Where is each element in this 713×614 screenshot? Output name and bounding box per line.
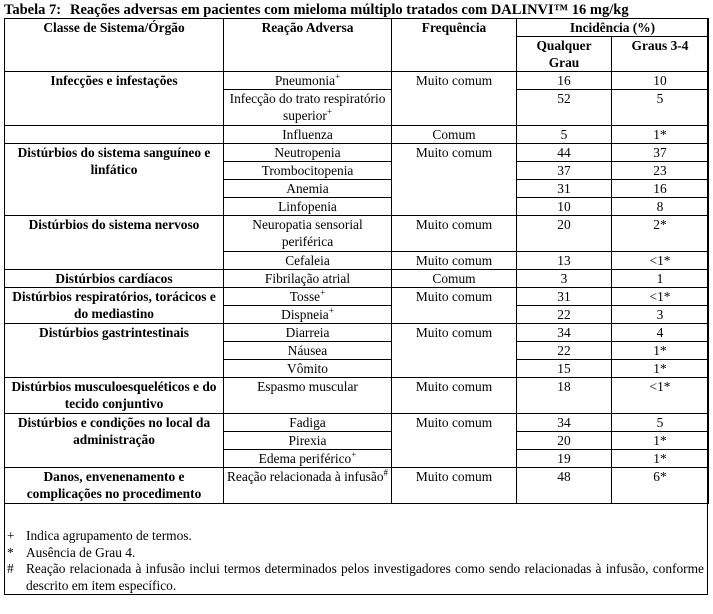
reaction-cell: Vômito	[224, 360, 392, 378]
any-grade-cell: 34	[517, 414, 612, 432]
reaction-cell: Espasmo muscular	[224, 378, 392, 414]
reaction-cell: Fibrilação atrial	[224, 270, 392, 288]
any-grade-cell: 31	[517, 288, 612, 306]
reaction-cell: Náusea	[224, 342, 392, 360]
reaction-cell: Infecção do trato respiratório superior+	[224, 90, 392, 126]
reaction-cell: Edema periférico+	[224, 450, 392, 468]
grade-3-4-cell: 1*	[612, 450, 709, 468]
any-grade-cell: 37	[517, 162, 612, 180]
frequency-cell: Comum	[392, 270, 517, 288]
any-grade-cell: 19	[517, 450, 612, 468]
reaction-cell: Fadiga	[224, 414, 392, 432]
grade-3-4-cell: 1*	[612, 342, 709, 360]
table-row	[5, 324, 709, 342]
system-class-cell: Distúrbios respiratórios, torácicos e do mediastino	[5, 288, 224, 324]
frequency-cell: Muito comum	[392, 468, 517, 504]
grade-3-4-cell: 8	[612, 198, 709, 216]
grade-3-4-cell: <1*	[612, 288, 709, 306]
grade-3-4-cell: 10	[612, 72, 709, 90]
grade-3-4-cell: 1*	[612, 360, 709, 378]
grade-3-4-cell: 37	[612, 144, 709, 162]
table-row	[5, 72, 709, 90]
any-grade-cell: 13	[517, 252, 612, 270]
footnote-symbol: #	[7, 561, 14, 577]
system-class-cell: Distúrbios do sistema nervoso	[5, 216, 224, 270]
reaction-cell: Tosse+	[224, 288, 392, 306]
grade-3-4-cell: <1*	[612, 252, 709, 270]
grade-3-4-cell: 4	[612, 324, 709, 342]
system-class-cell: Distúrbios e condições no local da administração	[5, 414, 224, 468]
any-grade-cell: 44	[517, 144, 612, 162]
reaction-cell: Neutropenia	[224, 144, 392, 162]
header-grades-3-4: Graus 3-4	[612, 37, 709, 72]
header-system-organ-class: Classe de Sistema/Órgão	[5, 19, 224, 72]
any-grade-cell: 34	[517, 324, 612, 342]
system-class-cell: Danos, envenenamento e complicações no procedimento	[5, 468, 224, 504]
system-class-cell: Distúrbios cardíacos	[5, 270, 224, 288]
reaction-cell: Influenza	[224, 126, 392, 144]
any-grade-cell: 16	[517, 72, 612, 90]
any-grade-cell: 22	[517, 306, 612, 324]
frequency-cell: Muito comum	[392, 144, 517, 216]
any-grade-cell: 31	[517, 180, 612, 198]
table-row	[5, 414, 709, 432]
grade-3-4-cell: 23	[612, 162, 709, 180]
footnote-text: Reação relacionada à infusão inclui termos determinados pelos investigadores como sendo relacionadas à infusão, conforme descrito em item específico.	[26, 561, 704, 593]
header-row	[5, 19, 709, 37]
reaction-cell: Diarreia	[224, 324, 392, 342]
frequency-cell: Muito comum	[392, 252, 517, 270]
system-class-cell: Distúrbios do sistema sanguíneo e linfático	[5, 144, 224, 216]
footnote-text: Indica agrupamento de termos.	[26, 528, 192, 543]
grade-3-4-cell: 5	[612, 90, 709, 126]
grade-3-4-cell: 1	[612, 270, 709, 288]
frequency-cell: Muito comum	[392, 414, 517, 468]
header-any-grade: Qualquer Grau	[517, 37, 612, 72]
grade-3-4-cell: 3	[612, 306, 709, 324]
any-grade-cell: 52	[517, 90, 612, 126]
grade-3-4-cell: 6*	[612, 468, 709, 504]
grade-3-4-cell: 2*	[612, 216, 709, 252]
any-grade-cell: 15	[517, 360, 612, 378]
reaction-cell: Pirexia	[224, 432, 392, 450]
frequency-cell: Muito comum	[392, 216, 517, 252]
table-title: Reações adversas em pacientes com mieloma múltiplo tratados com DALINVI™ 16 mg/kg	[70, 2, 629, 18]
footnote-asterisk	[4, 545, 704, 562]
any-grade-cell: 22	[517, 342, 612, 360]
grade-3-4-cell: <1*	[612, 378, 709, 414]
table-row	[5, 216, 709, 252]
frequency-cell: Comum	[392, 126, 517, 144]
grade-3-4-cell: 5	[612, 414, 709, 432]
frequency-cell: Muito comum	[392, 378, 517, 414]
any-grade-cell: 20	[517, 432, 612, 450]
table-row	[5, 288, 709, 306]
table-row	[5, 378, 709, 414]
table-row	[5, 144, 709, 162]
table-caption	[4, 2, 629, 19]
footnote-symbol: *	[7, 544, 14, 560]
grade-3-4-cell: 1*	[612, 432, 709, 450]
any-grade-cell: 18	[517, 378, 612, 414]
system-class-cell: Infecções e infestações	[5, 72, 224, 126]
reaction-cell: Dispneia+	[224, 306, 392, 324]
reaction-cell: Linfopenia	[224, 198, 392, 216]
table-row	[5, 468, 709, 504]
system-class-cell: Distúrbios musculoesqueléticos e do tecido conjuntivo	[5, 378, 224, 414]
system-class-cell	[5, 126, 224, 144]
reaction-cell: Trombocitopenia	[224, 162, 392, 180]
footnote-plus	[4, 528, 704, 545]
table-number: Tabela 7:	[4, 2, 62, 18]
frequency-cell: Muito comum	[392, 288, 517, 324]
grade-3-4-cell: 16	[612, 180, 709, 198]
any-grade-cell: 3	[517, 270, 612, 288]
table-row	[5, 270, 709, 288]
frequency-cell: Muito comum	[392, 72, 517, 126]
frequency-cell: Muito comum	[392, 324, 517, 378]
any-grade-cell: 10	[517, 198, 612, 216]
table-row	[5, 126, 709, 144]
reaction-cell: Reação relacionada à infusão#	[224, 468, 392, 504]
table-footnotes	[4, 528, 704, 594]
any-grade-cell: 5	[517, 126, 612, 144]
footnote-text: Ausência de Grau 4.	[26, 544, 136, 560]
reaction-cell: Anemia	[224, 180, 392, 198]
footnote-hash	[4, 561, 704, 594]
reaction-cell: Pneumonia+	[224, 72, 392, 90]
grade-3-4-cell: 1*	[612, 126, 709, 144]
header-frequency: Frequência	[392, 19, 517, 72]
system-class-cell: Distúrbios gastrintestinais	[5, 324, 224, 378]
any-grade-cell: 48	[517, 468, 612, 504]
reaction-cell: Neuropatia sensorial periférica	[224, 216, 392, 252]
header-adverse-reaction: Reação Adversa	[224, 19, 392, 72]
any-grade-cell: 20	[517, 216, 612, 252]
adverse-reactions-table	[4, 18, 709, 504]
reaction-cell: Cefaleia	[224, 252, 392, 270]
footnote-symbol: +	[7, 528, 15, 543]
header-incidence: Incidência (%)	[517, 19, 709, 37]
